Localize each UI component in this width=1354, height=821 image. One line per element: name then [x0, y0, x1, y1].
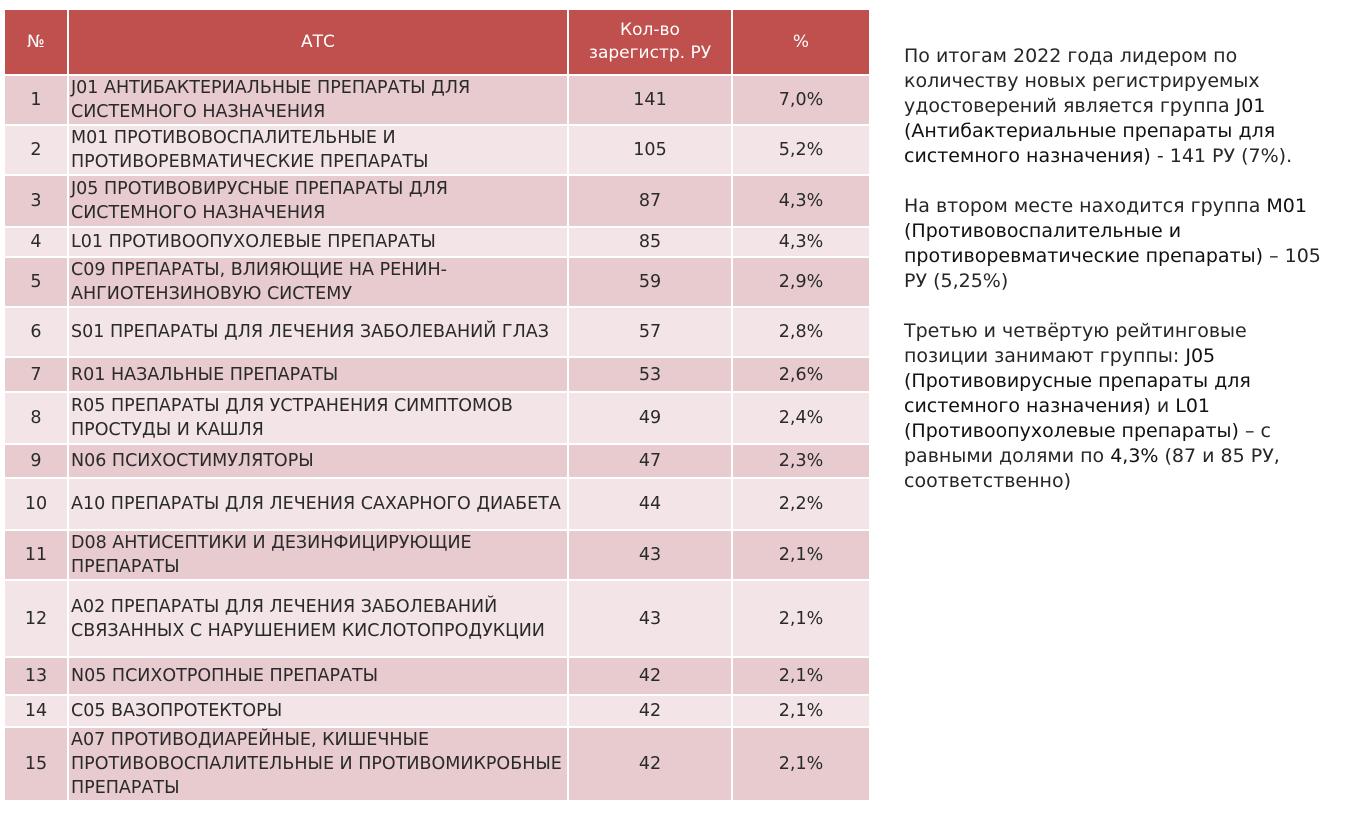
summary-highlight: M01 (Противовоспалительные и противоревматические препараты): [904, 195, 1307, 267]
cell-percent: 2,3%: [732, 444, 870, 478]
cell-count: 49: [568, 392, 732, 444]
cell-atc: R01 НАЗАЛЬНЫЕ ПРЕПАРАТЫ: [68, 357, 568, 392]
table-row: [4, 307, 870, 357]
col-header-number: №: [4, 9, 68, 75]
cell-count: 57: [568, 307, 732, 357]
cell-count: 47: [568, 444, 732, 478]
cell-number: 6: [4, 307, 68, 357]
summary-text: [904, 44, 1334, 519]
cell-number: 7: [4, 357, 68, 392]
cell-percent: 2,1%: [732, 657, 870, 695]
cell-percent: 2,9%: [732, 257, 870, 307]
cell-number: 1: [4, 75, 68, 125]
table-row: [4, 444, 870, 478]
cell-atc: N05 ПСИХОТРОПНЫЕ ПРЕПАРАТЫ: [68, 657, 568, 695]
cell-percent: 4,3%: [732, 227, 870, 257]
cell-count: 85: [568, 227, 732, 257]
table-row: [4, 580, 870, 657]
cell-atc: R05 ПРЕПАРАТЫ ДЛЯ УСТРАНЕНИЯ СИМПТОМОВ ПРОСТУДЫ И КАШЛЯ: [68, 392, 568, 444]
cell-atc: A02 ПРЕПАРАТЫ ДЛЯ ЛЕЧЕНИЯ ЗАБОЛЕВАНИЙ СВЯЗАННЫХ С НАРУШЕНИЕМ КИСЛОТОПРОДУКЦИИ: [68, 580, 568, 657]
col-header-percent: %: [732, 9, 870, 75]
cell-number: 9: [4, 444, 68, 478]
cell-number: 3: [4, 175, 68, 227]
cell-count: 42: [568, 695, 732, 727]
cell-atc: A07 ПРОТИВОДИАРЕЙНЫЕ, КИШЕЧНЫЕ ПРОТИВОВОСПАЛИТЕЛЬНЫЕ И ПРОТИВОМИКРОБНЫЕ ПРЕПАРАТЫ: [68, 727, 568, 801]
table-row: [4, 175, 870, 227]
cell-number: 5: [4, 257, 68, 307]
col-header-atc: АТС: [68, 9, 568, 75]
cell-atc: C05 ВАЗОПРОТЕКТОРЫ: [68, 695, 568, 727]
summary-text-span: – с равными долями по: [904, 420, 1271, 467]
cell-number: 4: [4, 227, 68, 257]
cell-percent: 2,8%: [732, 307, 870, 357]
cell-number: 8: [4, 392, 68, 444]
summary-text-span: На втором месте находится группа: [904, 195, 1267, 217]
cell-atc: J01 АНТИБАКТЕРИАЛЬНЫЕ ПРЕПАРАТЫ ДЛЯ СИСТЕМНОГО НАЗНАЧЕНИЯ: [68, 75, 568, 125]
cell-count: 43: [568, 580, 732, 657]
cell-atc: D08 АНТИСЕПТИКИ И ДЕЗИНФИЦИРУЮЩИЕ ПРЕПАРАТЫ: [68, 530, 568, 580]
table-row: [4, 695, 870, 727]
cell-count: 105: [568, 125, 732, 175]
cell-number: 13: [4, 657, 68, 695]
cell-count: 42: [568, 727, 732, 801]
cell-count: 141: [568, 75, 732, 125]
cell-percent: 2,1%: [732, 530, 870, 580]
cell-atc: J05 ПРОТИВОВИРУСНЫЕ ПРЕПАРАТЫ ДЛЯ СИСТЕМНОГО НАЗНАЧЕНИЯ: [68, 175, 568, 227]
summary-highlight: J01 (Антибактериальные препараты для системного назначения): [904, 95, 1276, 167]
cell-count: 43: [568, 530, 732, 580]
table-row: [4, 657, 870, 695]
table-row: [4, 227, 870, 257]
cell-count: 59: [568, 257, 732, 307]
summary-highlight: L01 (Противоопухолевые препараты): [904, 395, 1239, 442]
cell-count: 87: [568, 175, 732, 227]
cell-atc: N06 ПСИХОСТИМУЛЯТОРЫ: [68, 444, 568, 478]
summary-paragraph-3: [904, 319, 1334, 494]
cell-count: 44: [568, 478, 732, 530]
cell-number: 14: [4, 695, 68, 727]
summary-text-span: – 105 РУ (5,25%): [904, 245, 1321, 292]
cell-atc: M01 ПРОТИВОВОСПАЛИТЕЛЬНЫЕ И ПРОТИВОРЕВМАТИЧЕСКИЕ ПРЕПАРАТЫ: [68, 125, 568, 175]
summary-paragraph-1: [904, 44, 1334, 169]
cell-count: 53: [568, 357, 732, 392]
summary-highlight: J05 (Противовирусные препараты для системного назначения): [904, 345, 1251, 417]
table-header-row: [4, 9, 870, 75]
cell-count: 42: [568, 657, 732, 695]
table-row: [4, 727, 870, 801]
cell-number: 10: [4, 478, 68, 530]
cell-atc: L01 ПРОТИВООПУХОЛЕВЫЕ ПРЕПАРАТЫ: [68, 227, 568, 257]
cell-number: 11: [4, 530, 68, 580]
cell-number: 15: [4, 727, 68, 801]
table-row: [4, 478, 870, 530]
atc-registration-table: [3, 8, 871, 802]
summary-text-span: Третью и четвёртую рейтинговые позиции занимают группы:: [904, 320, 1247, 367]
cell-percent: 2,6%: [732, 357, 870, 392]
summary-paragraph-2: [904, 194, 1334, 294]
table-row: [4, 357, 870, 392]
cell-percent: 2,1%: [732, 580, 870, 657]
summary-text-span: По итогам 2022 года лидером по количеству новых регистрируемых удостоверений является группа: [904, 45, 1260, 117]
summary-text-span: (87 и 85 РУ, соответственно): [904, 445, 1280, 492]
cell-number: 12: [4, 580, 68, 657]
cell-atc: C09 ПРЕПАРАТЫ, ВЛИЯЮЩИЕ НА РЕНИН-АНГИОТЕНЗИНОВУЮ СИСТЕМУ: [68, 257, 568, 307]
cell-percent: 4,3%: [732, 175, 870, 227]
cell-percent: 2,1%: [732, 695, 870, 727]
summary-text-span: и: [1150, 395, 1176, 417]
summary-text-span: - 141 РУ (7%).: [1150, 145, 1293, 167]
cell-number: 2: [4, 125, 68, 175]
table-row: [4, 257, 870, 307]
cell-percent: 5,2%: [732, 125, 870, 175]
cell-percent: 2,1%: [732, 727, 870, 801]
cell-percent: 2,4%: [732, 392, 870, 444]
col-header-count: Кол-во зарегистр. РУ: [568, 9, 732, 75]
cell-atc: S01 ПРЕПАРАТЫ ДЛЯ ЛЕЧЕНИЯ ЗАБОЛЕВАНИЙ ГЛАЗ: [68, 307, 568, 357]
summary-highlight: 4,3%: [1110, 445, 1159, 467]
table-row: [4, 392, 870, 444]
table-row: [4, 125, 870, 175]
table-row: [4, 75, 870, 125]
cell-percent: 2,2%: [732, 478, 870, 530]
cell-atc: A10 ПРЕПАРАТЫ ДЛЯ ЛЕЧЕНИЯ САХАРНОГО ДИАБЕТА: [68, 478, 568, 530]
cell-percent: 7,0%: [732, 75, 870, 125]
table-row: [4, 530, 870, 580]
